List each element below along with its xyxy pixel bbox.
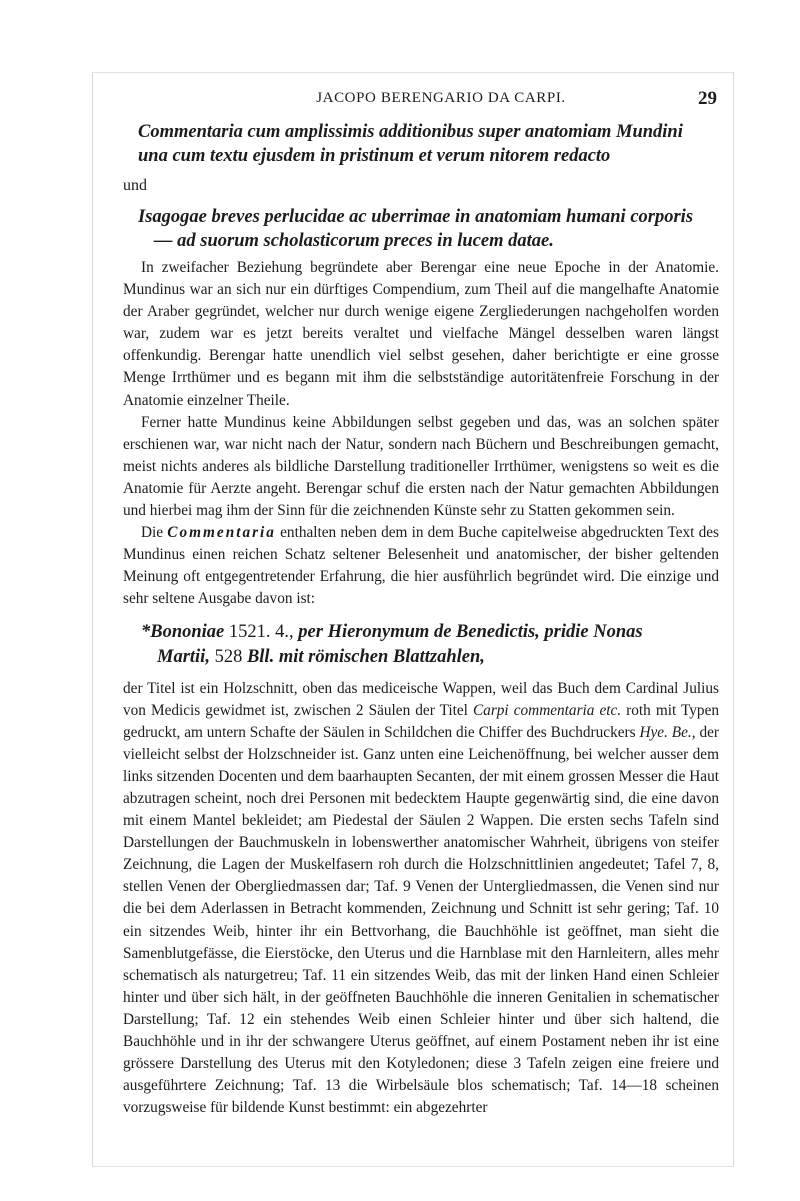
edition-citation [123,620,719,670]
paragraph-4-b: roth mit Typen gedruckt, am untern Schafte der Säulen in Schildchen die Chiffer des Buchdruckers [123,701,720,741]
edition-leaves: 528 [214,646,243,667]
title-reference: Carpi commentaria etc. [472,701,622,719]
title-commentaria-line1: Commentaria cum amplissimis additionibus super anatomiam Mundini [138,122,683,142]
paragraph-3 [123,522,719,610]
paragraph-3-prefix: Die [141,524,164,542]
paragraph-1: In zweifacher Beziehung begründete aber Berengar eine neue Epoche in der Anatomie. Mundinus war an sich nur ein dürftiges Compendium, zum Theil auf die mangelhafte Anatomie der Araber gegründet, welcher nur durch wenige eigene Zergliederungen nachgeholfen worden war, zudem war es jetzt bereits veraltet und vielfache Mängel desselben waren längst offenkundig. Berengar hatte unendlich viel selbst gesehen, daher berichtigte er eine grosse Menge Irrthümer und es begann mit ihm die selbstständige autoritätenfreie Forschung in der Anatomie einzelner Theile. [123,259,719,409]
edition-leaves-label: Bll. mit römischen Blattzahlen, [246,646,485,667]
paragraph-4 [123,678,719,1120]
title-isagogae-line1: Isagogae breves perlucidae ac uberrimae in anatomiam humani corporis [138,207,694,227]
page-content [123,88,719,1119]
printer-cipher: Hye. Be., [639,723,696,741]
title-commentaria [138,120,719,168]
running-head [123,88,719,114]
running-title: JACOPO BERENGARIO DA CARPI. [316,90,566,106]
paragraph-4-a: der Titel ist ein Holzschnitt, oben das mediceische Wappen, weil das Buch dem Cardinal Julius von Medicis gewidmet ist, zwischen 2 Säulen der Titel [123,679,719,719]
paragraph-4-c: der vielleicht selbst der Holzschneider ist. Ganz unten eine Leichenöffnung, bei welcher ausser dem links sitzenden Docenten und dem baarhaupten Secanten, der mit einem grossen Messer die Haut abzutragen scheint, noch drei Personen mit bedecktem Haupte gegenwärtig sind, die eine davon mit einem Mantel bekleidet; am Piedestal der Säulen 2 Wappen. Die ersten sechs Tafeln sind Darstellungen der Bauchmuskeln in lobenswerther anatomischer Wahrheit, übrigens von steifer Zeichnung, die Lagen der Muskelfasern roh durch die Holzschnittlinien angedeutet; Tafel 7, 8, stellen Venen der Obergliedmassen dar; Taf. 9 Venen der Untergliedmassen, die Venen sind nur die bei dem Aderlassen in Betracht kommenden, Zeichnung und Schnitt ist sehr gering; Taf. 10 ein sitzendes Weib, hinter ihr ein Bettvorhang, die Bauchhöhle ist geöffnet, man sieht die Samenblutgefässe, die Eierstöcke, den Uterus und die Harnblase mit den Harnleitern, alles mehr schematisch als naturgetreu; Taf. 11 ein sitzendes Weib, das mit der linken Hand einen Schleier hinter und über sich hält, in der geöffneten Bauchhöhle die inneren Genitalien in schematischer Darstellung; Taf. 12 ein stehendes Weib einen Schleier hinter und über sich haltend, die Bauchhöhle und in ihr der schwangere Uterus geöffnet, auf einem Postament neben ihr ist eine grössere Darstellung des Uterus mit den Kotyledonen; diese 3 Tafeln zeigen eine freiere und ausgeführtere Zeichnung; Taf. 13 die Wirbelsäule blos schematisch; Taf. 14—18 scheinen vorzugsweise für bildende Kunst bestimmt: ein abgezehrter [123,723,720,1117]
commentaria-term: Commentaria [167,524,276,542]
page-number: 29 [698,88,717,109]
edition-date-1: pridie Nonas [544,621,643,642]
title-isagogae [138,205,719,253]
title-commentaria-line2: una cum textu ejusdem in pristinum et verum nitorem redacto [138,146,611,166]
connector-und: und [123,177,147,194]
edition-printer: per Hieronymum de Benedictis, [298,621,540,642]
edition-year: 1521. 4., [228,621,294,642]
edition-date-2: Martii, [157,646,210,667]
paragraph-3-rest: enthalten neben dem in dem Buche capitelweise abgedruckten Text des Mundinus einen reichen Schatz seltener Belesenheit und anatomischer, der bisher geltenden Meinung oft entgegentretender Erfahrung, die hier ausführlich begründet wird. Die einzige und sehr seltene Ausgabe davon ist: [123,524,719,608]
edition-place: *Bononiae [141,621,225,642]
paragraph-2: Ferner hatte Mundinus keine Abbildungen selbst gegeben und das, was an solchen später erschienen war, war nicht nach der Natur, sondern nach Büchern und Beschreibungen gemacht, meist nichts anderes als bildliche Darstellung traditioneller Irrthümer, wenigstens so weit es die Anatomie für Aerzte angeht. Berengar schuf die ersten nach der Natur gemachten Abbildungen und hierbei mag ihm der Sinn für die zeichnenden Künste sehr zu Statten gekommen sein. [123,413,719,520]
edition-line2 [141,645,485,670]
title-isagogae-line2: — ad suorum scholasticorum preces in lucem datae. [154,231,554,251]
